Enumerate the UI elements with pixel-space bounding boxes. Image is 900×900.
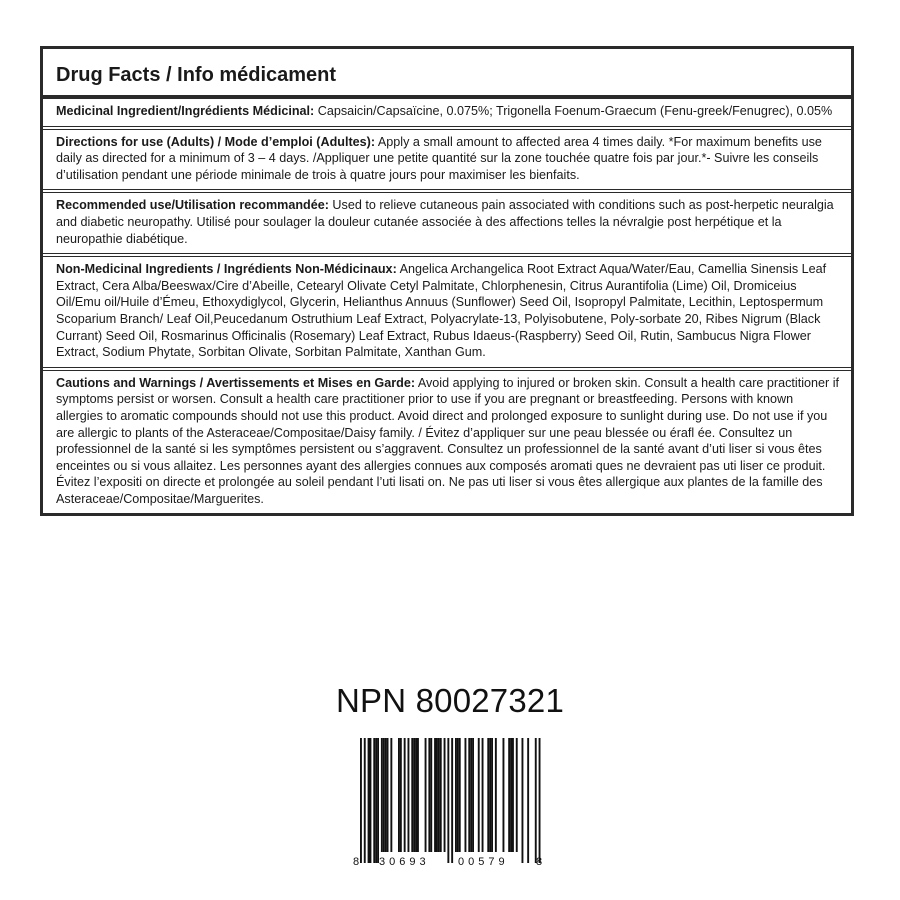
barcode-bar [468, 738, 470, 852]
barcode-bar [459, 738, 461, 852]
barcode-lead-digit: 8 [353, 856, 360, 868]
barcode-bar [377, 738, 379, 863]
barcode-bar [387, 738, 389, 852]
barcode-bar [370, 738, 372, 863]
barcode-bar [482, 738, 484, 852]
barcode-bar [457, 738, 459, 852]
drug-facts-title: Drug Facts / Info médicament [43, 49, 851, 97]
drug-facts-panel [40, 46, 854, 516]
section-text: Avoid applying to injured or broken skin. Consult a health care practitioner if symptoms persist or worsen. Consult a health care practitioner prior to use if you are pregnant or breastfeeding. Persons with known allergies to aromatic compounds should not use this product. Avoid direct and prolonged exposure to sunlight during use. Do not use if you are allergic to plants of the Asteraceae/Compositae/Daisy family. / Évitez d’appliquer sur une peau blessée ou érafl ée. Consultez un professionnel de la santé si les symptômes persistent ou s’aggravent. Consultez un professionnel de la santé avant d’uti liser si vous êtes enceintes ou si vous allaitez. Les personnes ayant des allergies connues aux composés aromati ques ne devraient pas uti liser ce produit. Évitez l’expositi on directe et prolongée au soleil pendant l’uti lisati on. Ne pas uti liser si vous êtes allergique aux plantes de la famille des Asteraceae/Compositae/Marguerites. [56, 375, 840, 506]
section-text: Used to relieve cutaneous pain associated with conditions such as post-herpetic neuralgia and diabetic neuropathy. Utilisé pour soulager la douleur cutanée associée à des affections telles la névralgie post herpétique et la neuropathie diabétique. [56, 198, 834, 246]
barcode-bar [368, 738, 370, 863]
barcode-bar [503, 738, 505, 852]
barcode-bar [400, 738, 402, 852]
barcode-right-digits: 00579 [458, 856, 509, 868]
barcode-bar [413, 738, 415, 852]
barcode-bar [404, 738, 406, 852]
barcode-bar [465, 738, 467, 852]
barcode-bar [455, 738, 457, 852]
barcode-left-digits: 30693 [379, 856, 430, 868]
barcode-bar [451, 738, 453, 863]
barcode-bar [425, 738, 427, 852]
barcode-bar [516, 738, 518, 852]
cautions-warnings-section [43, 367, 851, 514]
barcode-bar [415, 738, 417, 852]
section-text: Capsaicin/Capsaïcine, 0.075%; Trigonella Foenum-Graecum (Fenu-greek/Fenugrec), 0.05% [314, 104, 833, 118]
section-label: Directions for use (Adults) / Mode d’emploi (Adultes): [56, 134, 376, 149]
section-label: Cautions and Warnings / Avertissements et Mises en Garde: [56, 375, 416, 390]
barcode-bar [491, 738, 493, 852]
barcode-bar [381, 738, 383, 852]
section-label: Recommended use/Utilisation recommandée: [56, 198, 329, 213]
barcode-bar [444, 738, 446, 852]
barcode-bar [487, 738, 489, 852]
barcode-bar [472, 738, 474, 852]
barcode-bar [373, 738, 375, 863]
barcode-bar [510, 738, 512, 852]
barcode-bar [364, 738, 366, 863]
barcode-bar [440, 738, 442, 852]
npn-number: NPN 80027321 [335, 682, 565, 719]
barcode-bar [430, 738, 432, 852]
barcode-bar [383, 738, 385, 852]
barcode-trail-digit: 8 [536, 856, 543, 868]
section-text: Angelica Archangelica Root Extract Aqua/Water/Eau, Camellia Sinensis Leaf Extract, Cera Alba/Beeswax/Cire d’Abeille, Cetearyl Olivate Cetyl Palmitate, Chlorphenesin, Citrus Aurantifolia (Lime) Oil, Dromiceius Oil/Emu oil/Huile d’Émeu, Ethoxydiglycol, Glycerin, Helianthus Annuus (Sunflower) Seed Oil, Isopropyl Palmitate, Lecithin, Leptospermum Scoparium Branch/ Leaf Oil,Peucedanum Ostruthium Leaf Extract, Polyacrylate-13, Polyisobutene, Poly-sorbate 20, Ribes Nigrum (Black Currant) Seed Oil, Rosmarinus Officinalis (Rosemary) Leaf Extract, Rubus Idaeus-(Raspberry) Seed Oil, Rutin, Sambucus Nigra Flower Extract, Sodium Phytate, Sorbitan Olivate, Sorbitan Palmitate, Xanthan Gum. [56, 262, 827, 360]
barcode-bar [375, 738, 377, 863]
barcode-bar [390, 738, 392, 852]
barcode-bar [417, 738, 419, 852]
barcode-bar [489, 738, 491, 852]
barcode-bar [508, 738, 510, 852]
barcode-bar [428, 738, 430, 852]
barcode-bar [539, 738, 541, 863]
barcode-bar [385, 738, 387, 852]
barcode-bar [495, 738, 497, 852]
upc-barcode [346, 738, 551, 878]
barcode-bar [447, 738, 449, 863]
barcode-bar [478, 738, 480, 852]
barcode-bars [346, 738, 551, 863]
barcode-bar [512, 738, 514, 852]
medicinal-ingredient-section [43, 97, 851, 126]
barcode-bar [522, 738, 524, 863]
recommended-use-section [43, 189, 851, 253]
barcode-bar [434, 738, 436, 852]
barcode-bar [436, 738, 438, 852]
barcode-bar [535, 738, 537, 863]
barcode-bar [527, 738, 529, 863]
barcode-bar [408, 738, 410, 852]
barcode-bar [438, 738, 440, 852]
non-medicinal-ingredients-section [43, 253, 851, 367]
section-text: Apply a small amount to affected area 4 times daily. *For maximum benefits use daily as directed for a minimum of 3 – 4 days. /Appliquer une petite quantité sur la zone touchée quatre fois par jour.*- Suivre les conseils d’utilisation pendant une période minimale de trois à quatre jours pour maximiser les bienfaits. [56, 134, 822, 182]
barcode-bar [470, 738, 472, 852]
barcode-bar [360, 738, 362, 863]
directions-section [43, 126, 851, 190]
barcode-bar [398, 738, 400, 852]
barcode-bar [411, 738, 413, 852]
section-label: Non-Medicinal Ingredients / Ingrédients Non-Médicinaux: [56, 262, 397, 277]
section-label: Medicinal Ingredient/Ingrédients Médicinal: [56, 104, 315, 118]
